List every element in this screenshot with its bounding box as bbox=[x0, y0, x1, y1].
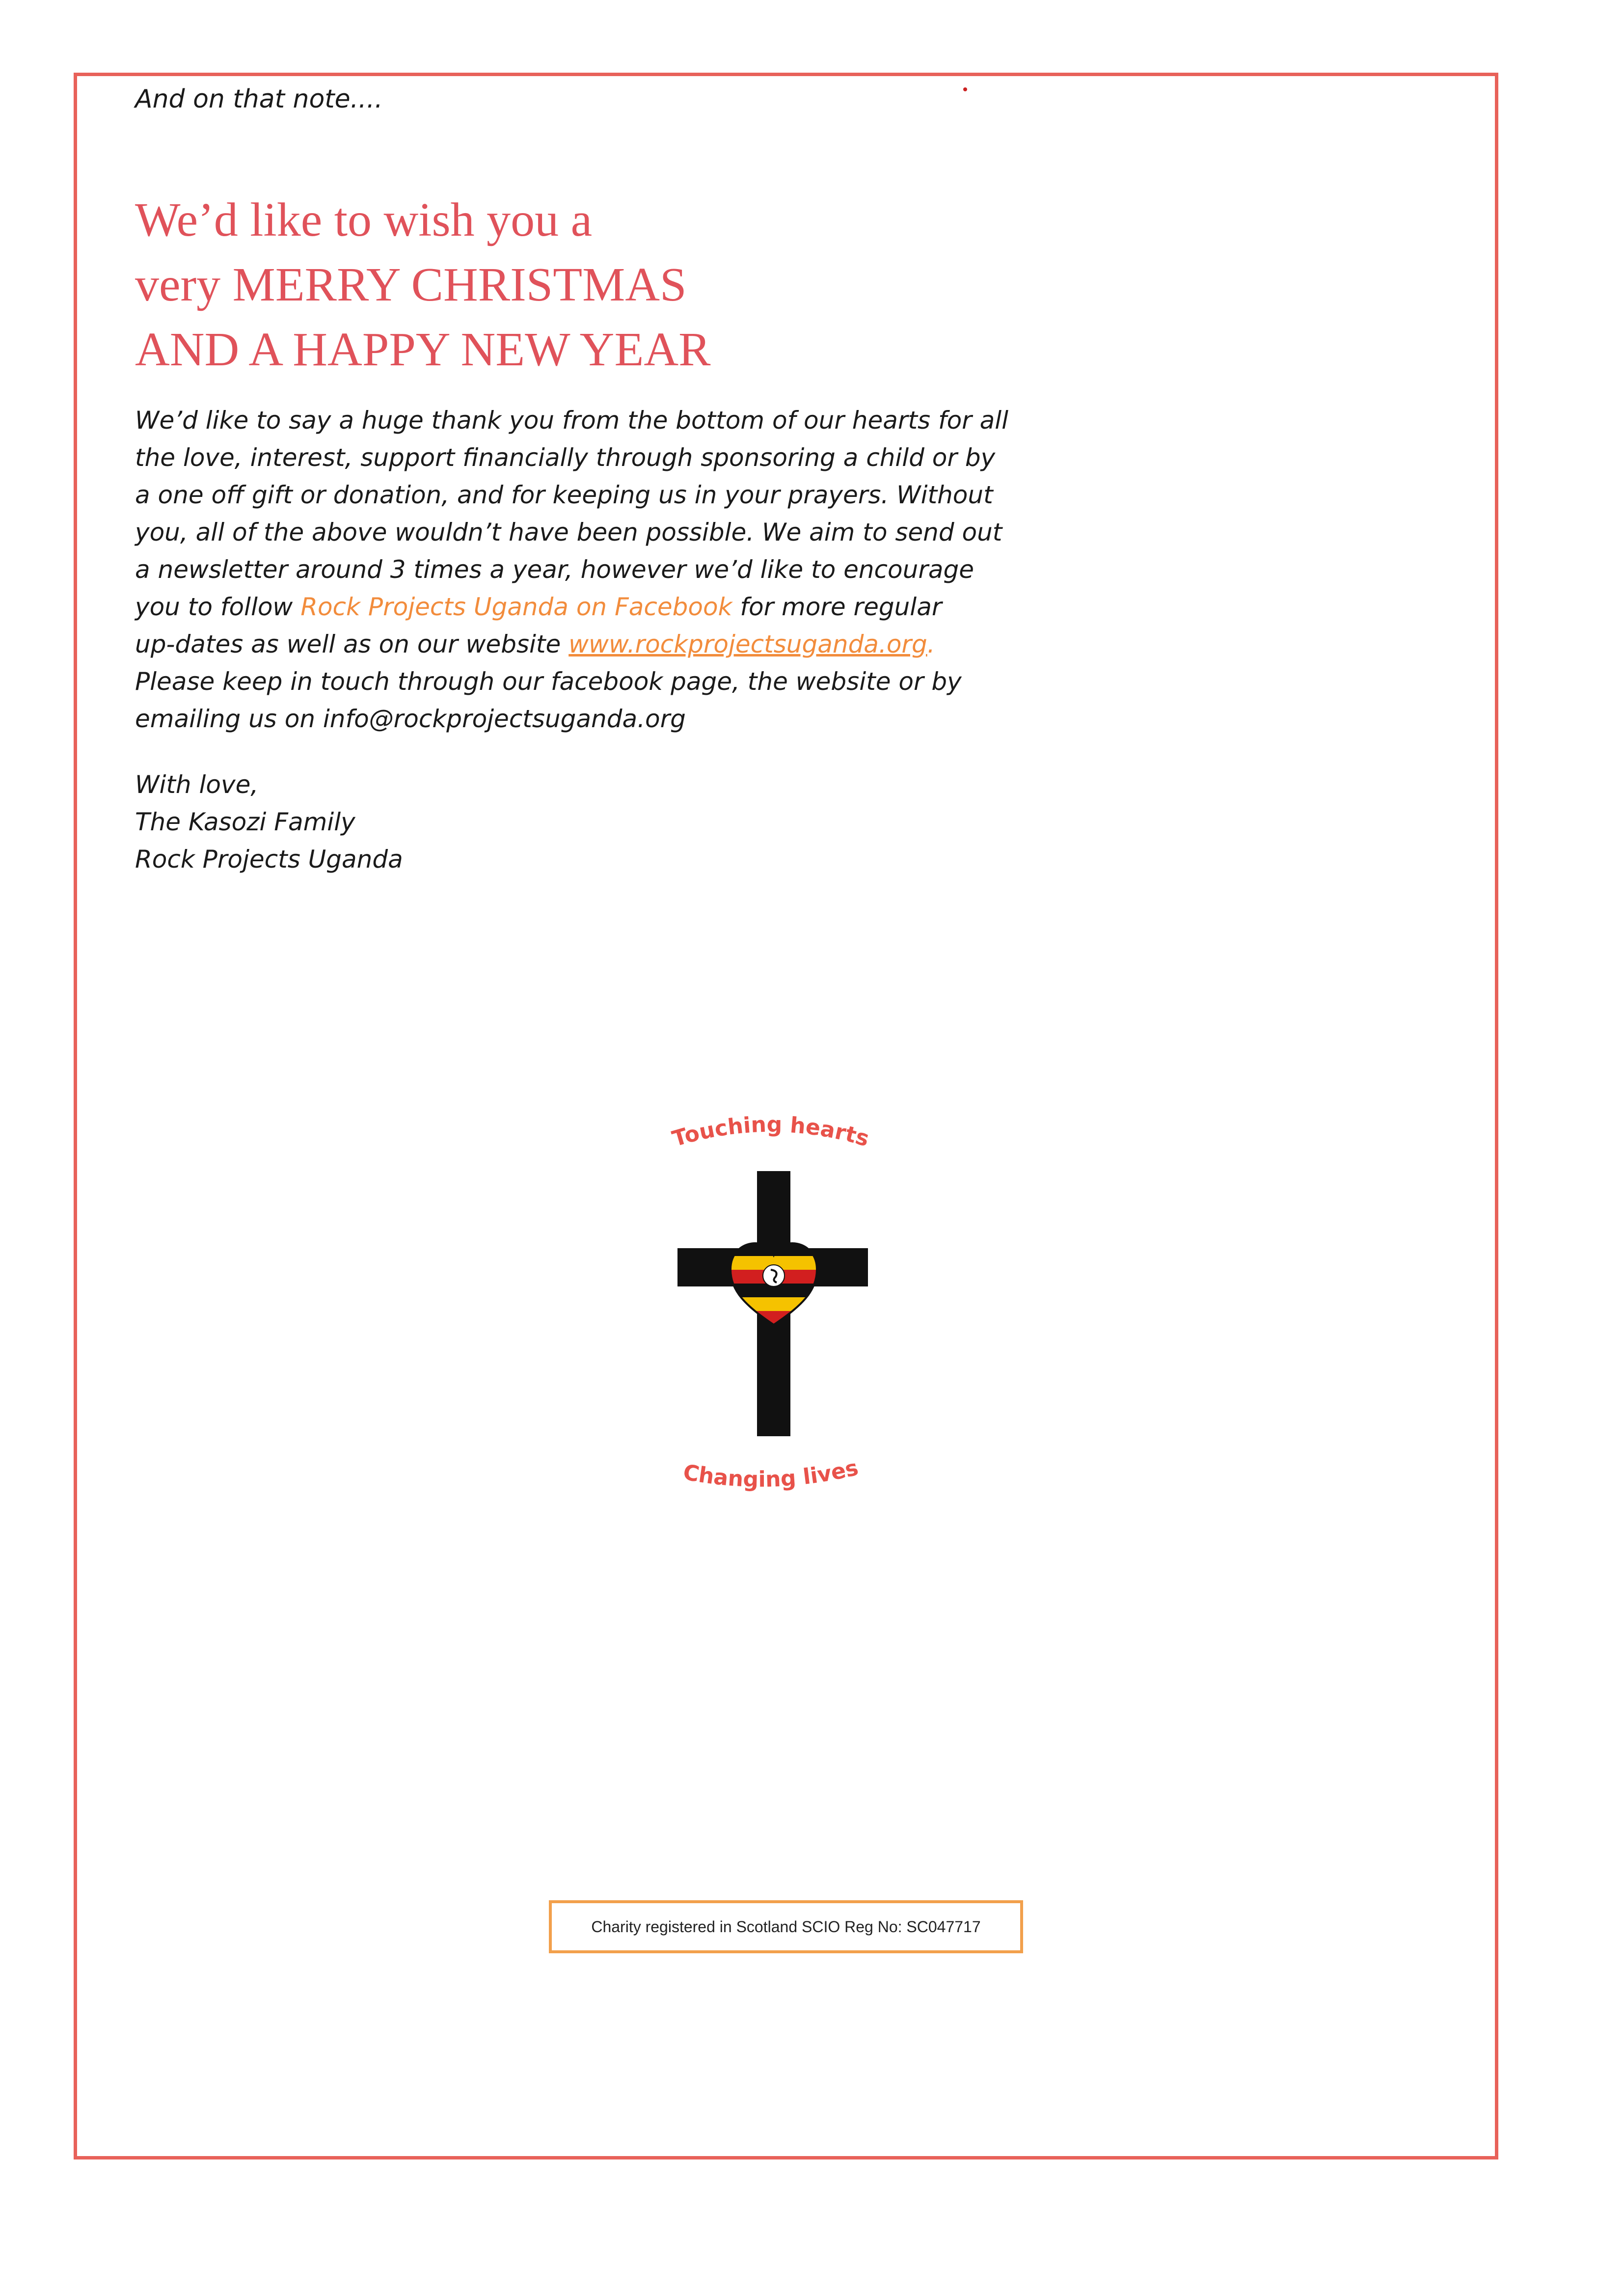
greeting-line: AND A HAPPY NEW YEAR bbox=[135, 323, 711, 376]
greeting-line: We’d like to wish you a bbox=[135, 193, 593, 246]
paragraph-line: you, all of the above wouldn’t have been possible. We aim to send out bbox=[135, 518, 1002, 547]
paragraph-line bbox=[135, 588, 1048, 626]
logo-bottom-text: Changing lives bbox=[681, 1455, 861, 1492]
website-link[interactable]: www.rockprojectsuganda.org bbox=[568, 630, 927, 658]
paragraph-line: emailing us on info@rockprojectsuganda.org bbox=[135, 705, 686, 733]
paragraph-line: We’d like to say a huge thank you from the bottom of our hearts for all bbox=[135, 406, 1009, 435]
signoff bbox=[135, 766, 403, 878]
greeting-heading bbox=[135, 188, 710, 382]
greeting-line: very MERRY CHRISTMAS bbox=[135, 258, 687, 311]
paragraph-line bbox=[135, 626, 1048, 663]
charity-logo bbox=[658, 1095, 884, 1527]
paragraph-text: for more regular bbox=[732, 593, 942, 621]
paragraph-text: . bbox=[927, 630, 935, 658]
intro-text: And on that note.... bbox=[135, 84, 383, 114]
paragraph-text: up-dates as well as on our website bbox=[135, 630, 569, 658]
facebook-link[interactable]: Rock Projects Uganda on Facebook bbox=[300, 593, 732, 621]
paragraph-line: the love, interest, support financially through sponsoring a child or by bbox=[135, 443, 996, 472]
paragraph-line: a one off gift or donation, and for keeping us in your prayers. Without bbox=[135, 481, 993, 509]
print-speck bbox=[963, 87, 967, 91]
charity-registration-box: Charity registered in Scotland SCIO Reg No: SC047717 bbox=[549, 1900, 1023, 1953]
logo-top-text: Touching hearts bbox=[669, 1112, 872, 1152]
signoff-line: The Kasozi Family bbox=[135, 808, 355, 836]
paragraph-line: a newsletter around 3 times a year, however we’d like to encourage bbox=[135, 555, 974, 584]
signoff-line: With love, bbox=[135, 770, 259, 799]
paragraph-line: Please keep in touch through our facebook page, the website or by bbox=[135, 667, 962, 696]
paragraph-text: you to follow bbox=[135, 593, 301, 621]
thank-you-paragraph bbox=[135, 402, 1048, 738]
signoff-line: Rock Projects Uganda bbox=[135, 845, 403, 874]
